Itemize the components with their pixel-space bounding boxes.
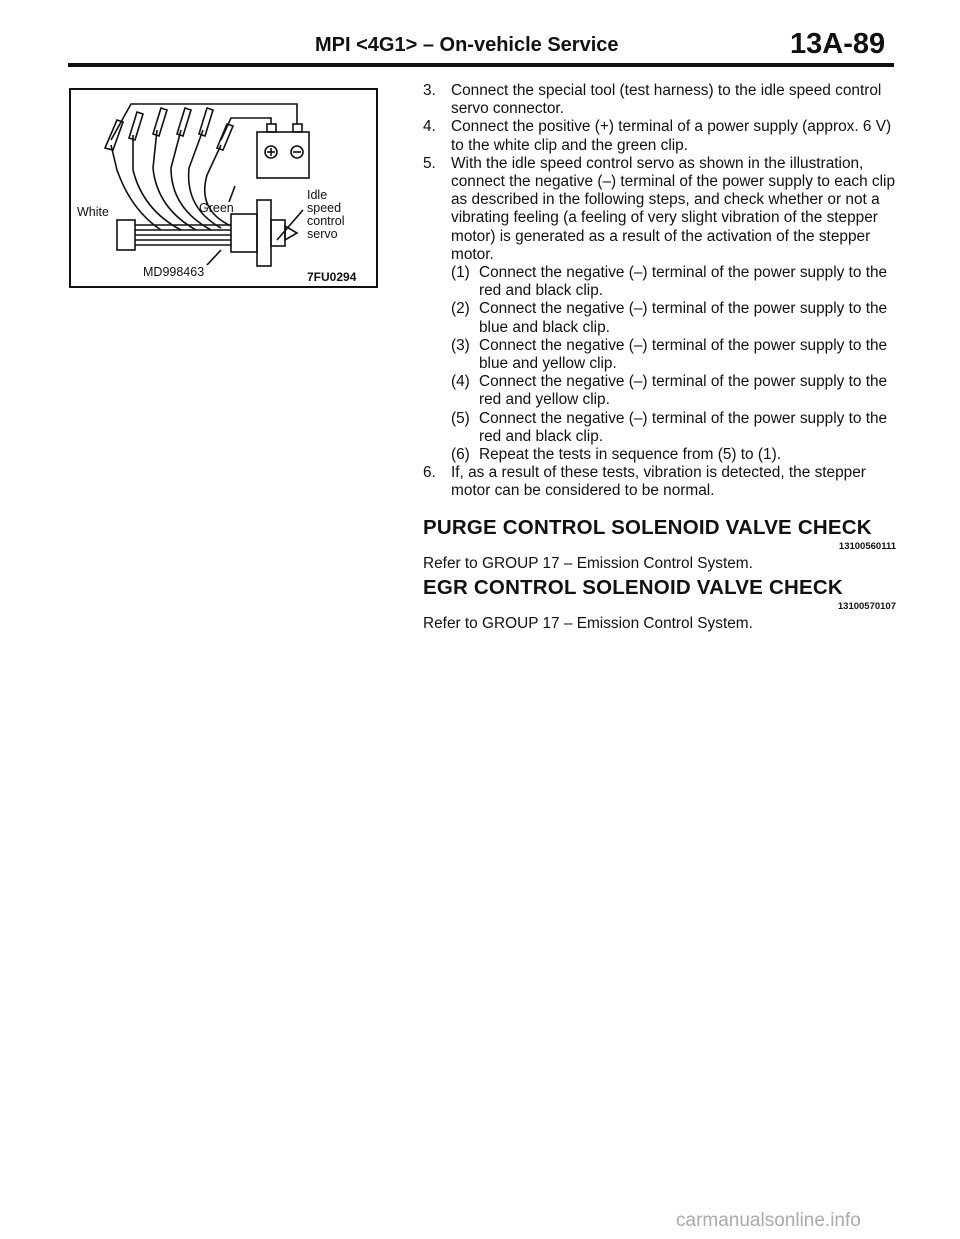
step-number: 3.	[423, 82, 436, 99]
substep-number: (1)	[451, 264, 470, 282]
special-tool-label: MD998463	[143, 265, 205, 279]
header-rule	[68, 63, 894, 67]
idle-label-line3: control	[307, 214, 345, 228]
white-clip-label: White	[77, 205, 109, 219]
section-heading-purge: PURGE CONTROL SOLENOID VALVE CHECK	[423, 515, 872, 539]
substep-text: Connect the negative (–) terminal of the power supply to the red and black clip.	[479, 264, 888, 300]
procedure-text	[423, 82, 896, 633]
wiring-diagram	[71, 90, 376, 286]
step-number: 4.	[423, 118, 436, 136]
power-supply-shape	[257, 132, 309, 178]
substep-number: (6)	[451, 446, 470, 464]
substep-number: (5)	[451, 409, 470, 427]
substep-item	[423, 410, 896, 446]
substep-number: (2)	[451, 300, 470, 318]
idle-label-line4: servo	[307, 227, 338, 241]
substep-text: Repeat the tests in sequence from (5) to (1).	[479, 446, 781, 464]
step-item	[423, 82, 896, 118]
section-code-purge: 13100560111	[838, 540, 896, 552]
substep-item	[423, 446, 896, 464]
substep-text: Connect the negative (–) terminal of the power supply to the blue and black clip.	[479, 300, 888, 336]
substep-text: Connect the negative (–) terminal of the power supply to the red and black clip.	[479, 409, 888, 445]
section-reference-purge: Refer to GROUP 17 – Emission Control System.	[423, 554, 753, 572]
substep-item	[423, 373, 896, 409]
substep-item	[423, 300, 896, 336]
substep-item	[423, 264, 896, 300]
idle-label-line1: Idle	[307, 188, 328, 202]
figure-code: 7FU0294	[307, 270, 357, 284]
step-item	[423, 118, 896, 154]
step-number: 6.	[423, 464, 436, 482]
test-harness-illustration	[69, 88, 378, 288]
idle-label-line2: speed	[307, 201, 342, 215]
section-heading-egr: EGR CONTROL SOLENOID VALVE CHECK	[423, 576, 843, 600]
green-clip-label: Green	[199, 201, 234, 215]
substep-number: (3)	[451, 336, 470, 354]
step-text: Connect the special tool (test harness) to the idle speed control servo connector.	[451, 82, 882, 118]
step-number: 5.	[423, 154, 436, 172]
substep-number: (4)	[451, 373, 470, 391]
section-code-egr: 13100570107	[837, 601, 896, 613]
substep-item	[423, 337, 896, 373]
step-text: Connect the positive (+) terminal of a power supply (approx. 6 V) to the white clip and the green clip.	[451, 118, 892, 154]
watermark-text: carmanualsonline.info	[676, 1210, 861, 1231]
step-text: With the idle speed control servo as shown in the illustration, connect the negative (–) terminal of the power supply to each clip as described in the following steps, and check whether or not a vibrating feeling (a feeling of very slight vibration of the stepper motor) is generated as a result of the activation of the stepper motor.	[451, 154, 896, 263]
step-text: If, as a result of these tests, vibration is detected, the stepper motor can be considered to be normal.	[451, 464, 866, 500]
substep-text: Connect the negative (–) terminal of the power supply to the red and yellow clip.	[479, 373, 888, 409]
step-item	[423, 464, 896, 500]
step-item	[423, 155, 896, 264]
substep-text: Connect the negative (–) terminal of the power supply to the blue and yellow clip.	[479, 336, 888, 373]
page-header-title: MPI <4G1> – On-vehicle Service	[315, 34, 619, 56]
section-reference-egr: Refer to GROUP 17 – Emission Control System.	[423, 615, 753, 633]
page-number: 13A-89	[790, 28, 886, 60]
